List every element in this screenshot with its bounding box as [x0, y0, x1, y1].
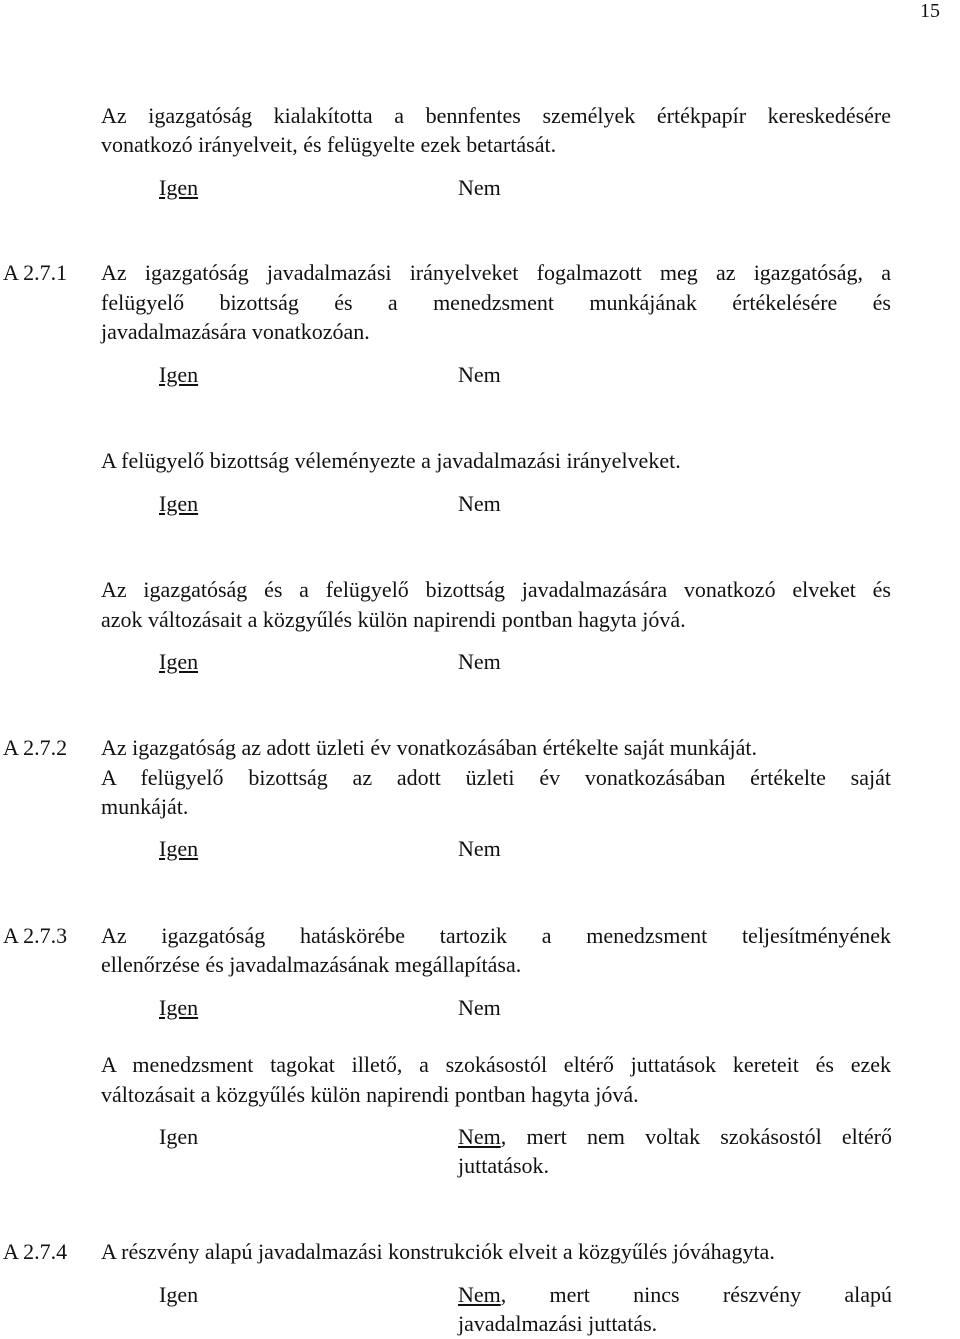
section-code: A 2.7.2 [3, 735, 68, 760]
paragraph-line: Az igazgatóság hatáskörébe tartozik a menedzsment teljesítményének [101, 923, 891, 948]
no-reason-continued: javadalmazási juttatás. [458, 1311, 658, 1336]
no-option[interactable]: Nem [458, 995, 501, 1020]
no-reason: , mert nincs részvény alapú [500, 1282, 892, 1307]
paragraph-line: Az igazgatóság kialakította a bennfentes személyek értékpapír kereskedésére [101, 103, 891, 128]
paragraph-line: A felügyelő bizottság az adott üzleti év vonatkozásában értékelte saját [101, 765, 891, 790]
yes-option[interactable]: Igen [159, 1124, 199, 1149]
page-number: 15 [920, 0, 940, 22]
paragraph-line: azok változásait a közgyűlés külön napirendi pontban hagyta jóvá. [101, 607, 686, 632]
no-option[interactable]: Nem [458, 1124, 501, 1149]
yes-option[interactable]: Igen [159, 836, 199, 861]
no-reason-continued: juttatások. [458, 1153, 550, 1178]
paragraph-line: javadalmazására vonatkozóan. [101, 319, 370, 344]
no-option[interactable]: Nem [458, 1282, 501, 1307]
paragraph-line: változásait a közgyűlés külön napirendi pontban hagyta jóvá. [101, 1082, 639, 1107]
yes-option[interactable]: Igen [159, 362, 199, 387]
no-reason: , mert nem voltak szokásostól eltérő [500, 1124, 892, 1149]
no-option[interactable]: Nem [458, 836, 501, 861]
no-option-explained[interactable] [458, 1280, 892, 1309]
paragraph-line: Az igazgatóság az adott üzleti év vonatkozásában értékelte saját munkáját. [101, 735, 758, 760]
yes-option[interactable]: Igen [159, 649, 199, 674]
no-option[interactable]: Nem [458, 362, 501, 387]
no-option[interactable]: Nem [458, 491, 501, 516]
paragraph-line: ellenőrzése és javadalmazásának megállapítása. [101, 952, 522, 977]
paragraph-line: felügyelő bizottság és a menedzsment munkájának értékelésére és [101, 290, 891, 315]
paragraph-line: vonatkozó irányelveit, és felügyelte ezek betartását. [101, 132, 557, 157]
no-option-explained[interactable] [458, 1122, 892, 1151]
section-code: A 2.7.3 [3, 923, 68, 948]
question-text: A felügyelő bizottság véleményezte a javadalmazási irányelveket. [101, 448, 681, 473]
paragraph-line: munkáját. [101, 794, 189, 819]
yes-option[interactable]: Igen [159, 995, 199, 1020]
section-code: A 2.7.4 [3, 1239, 68, 1264]
paragraph-line: A részvény alapú javadalmazási konstrukciók elveit a közgyűlés jóváhagyta. [101, 1239, 775, 1264]
no-option[interactable]: Nem [458, 175, 501, 200]
no-option[interactable]: Nem [458, 649, 501, 674]
paragraph-line: Az igazgatóság és a felügyelő bizottság javadalmazására vonatkozó elveket és [101, 577, 891, 602]
paragraph-line: A menedzsment tagokat illető, a szokásostól eltérő juttatások kereteit és ezek [101, 1052, 891, 1077]
yes-option[interactable]: Igen [159, 175, 199, 200]
paragraph-line: Az igazgatóság javadalmazási irányelveket fogalmazott meg az igazgatóság, a [101, 260, 891, 285]
yes-option[interactable]: Igen [159, 491, 199, 516]
yes-option[interactable]: Igen [159, 1282, 199, 1307]
section-code: A 2.7.1 [3, 260, 68, 285]
